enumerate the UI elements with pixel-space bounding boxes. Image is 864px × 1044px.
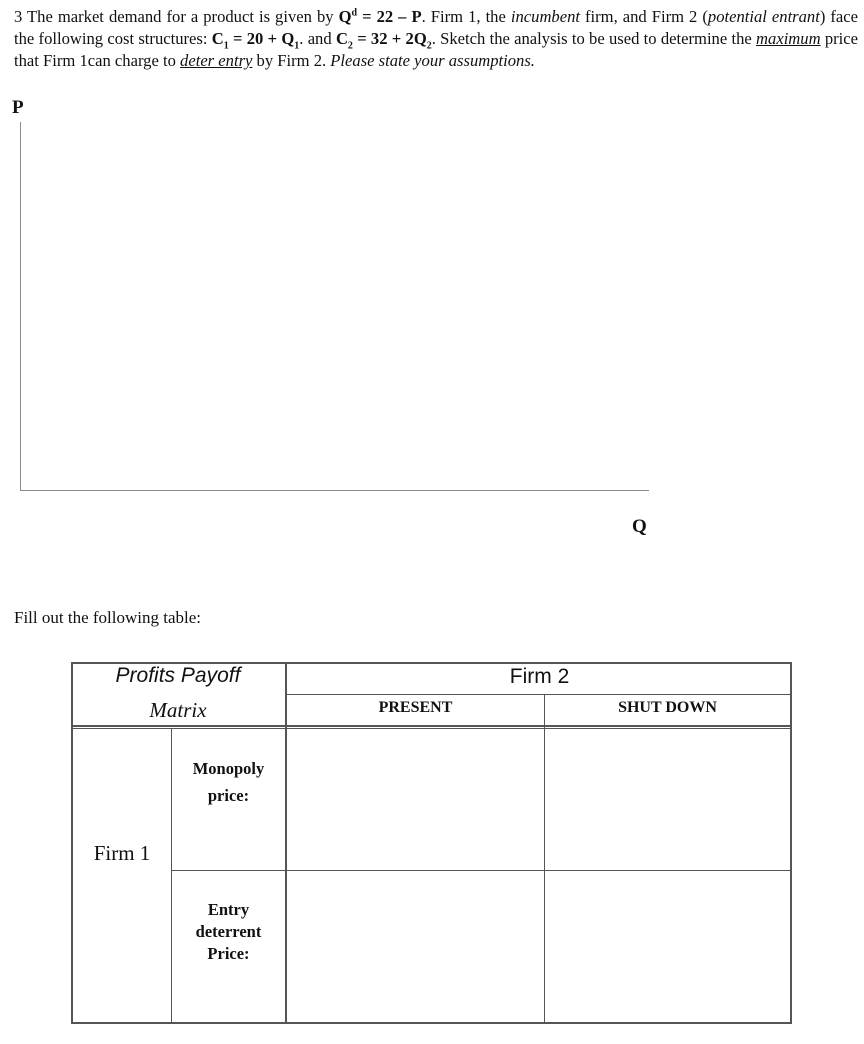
question-text: 3 The market demand for a product is given by $Q^d = 22 - P$. Firm 1, the incumbent firm, and Firm 2 (potential entrant) face the following cost structures: $C_1 = 20 + Q_1$. and $C_2 = 32 + 2Q_2$. Sketch the analysis to be used to determine the maximum price that Firm 1can charge to deter entry by Firm 2. Please state your assumptions. — [14, 7, 859, 70]
row-entry-deterrent-price: Entry deterrent Price: — [195, 900, 262, 963]
firm2-header: Firm 2 — [509, 665, 570, 688]
y-axis-label: P — [12, 97, 24, 118]
cell-monopoly-present[interactable] — [287, 729, 544, 870]
firm1-header: Firm 1 — [93, 841, 151, 865]
x-axis-label: Q — [632, 516, 647, 537]
col-shutdown-header: SHUT DOWN — [618, 699, 717, 716]
cell-deterrent-shutdown[interactable] — [545, 871, 790, 1022]
cell-monopoly-shutdown[interactable] — [545, 729, 790, 870]
demand-equation: $Q^d = 22 - P$ — [338, 7, 422, 26]
matrix-title: Profits Payoff — [115, 664, 241, 687]
cost-firm2: $C_2 = 32 + 2Q_2$ — [335, 29, 432, 52]
y-axis-line — [20, 122, 21, 491]
x-axis-line — [20, 490, 649, 491]
profits-payoff-matrix — [71, 662, 792, 1024]
matrix-subtitle: Matrix — [149, 698, 207, 722]
row-monopoly-price: Monopoly price: — [192, 759, 265, 805]
question-number: 3 — [14, 7, 23, 26]
cost-firm1: $C_1 = 20 + Q_1$ — [211, 29, 300, 52]
table-instruction: Fill out the following table: — [14, 608, 201, 627]
cell-deterrent-present[interactable] — [287, 871, 544, 1022]
col-present-header: PRESENT — [378, 699, 453, 716]
